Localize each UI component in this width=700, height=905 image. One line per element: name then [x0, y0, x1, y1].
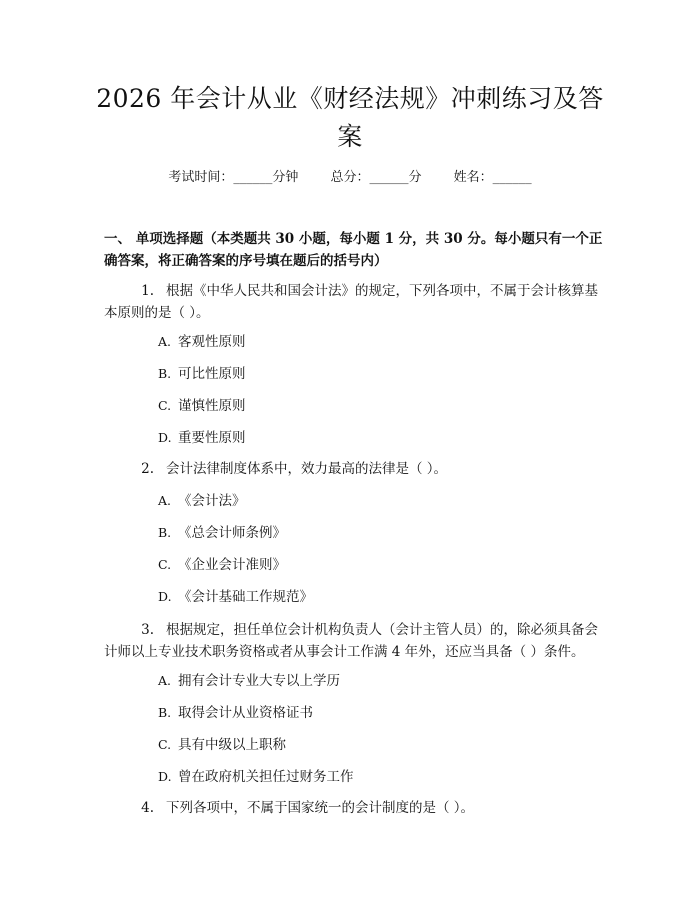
option-text: 拥有会计专业大专以上学历 — [178, 673, 340, 689]
option-letter: C. — [158, 557, 172, 572]
question-text: 下列各项中，不属于国家统一的会计制度的是（ ）。 — [166, 800, 475, 816]
question-1-option-c — [158, 396, 246, 416]
question-3-option-b — [158, 703, 313, 723]
option-text: 《总会计师条例》 — [178, 525, 286, 541]
question-3 — [104, 619, 604, 663]
question-3-option-d — [158, 767, 354, 787]
question-2-option-d — [158, 587, 313, 607]
option-letter: B. — [158, 525, 172, 540]
option-text: 取得会计从业资格证书 — [178, 705, 313, 721]
exam-meta-line — [0, 168, 700, 188]
option-letter: C. — [158, 737, 172, 752]
total-score-field: 总分：______分 — [330, 170, 422, 185]
option-text: 客观性原则 — [178, 334, 246, 350]
option-text: 《企业会计准则》 — [178, 557, 286, 573]
question-2-option-b — [158, 523, 286, 543]
question-number: 2. — [141, 461, 154, 477]
option-letter: D. — [158, 769, 172, 784]
section-heading: 一、 单项选择题（本类题共 30 小题，每小题 1 分，共 30 分。每小题只有一个正确答案，将正确答案的序号填在题后的括号内） — [104, 231, 603, 269]
question-1-option-b — [158, 364, 246, 384]
question-number: 3. — [141, 622, 154, 638]
option-text: 谨慎性原则 — [178, 398, 246, 414]
question-4 — [104, 797, 604, 819]
option-letter: A. — [158, 334, 172, 349]
question-3-option-a — [158, 671, 340, 691]
option-letter: C. — [158, 398, 172, 413]
option-letter: A. — [158, 493, 172, 508]
question-text: 会计法律制度体系中，效力最高的法律是（ ）。 — [166, 461, 448, 477]
option-letter: B. — [158, 366, 172, 381]
option-text: 可比性原则 — [178, 366, 246, 382]
question-2-option-a — [158, 491, 246, 511]
option-text: 具有中级以上职称 — [178, 737, 286, 753]
question-number: 4. — [141, 800, 154, 816]
option-text: 曾在政府机关担任过财务工作 — [178, 769, 354, 785]
option-text: 《会计基础工作规范》 — [178, 589, 313, 605]
question-1-option-d — [158, 428, 246, 448]
exam-time-field: 考试时间：______分钟 — [168, 170, 299, 185]
question-number: 1. — [141, 283, 154, 299]
question-1 — [104, 280, 604, 324]
option-text: 《会计法》 — [178, 493, 246, 509]
question-text: 根据《中华人民共和国会计法》的规定，下列各项中，不属于会计核算基本原则的是（ ）。 — [104, 283, 598, 321]
question-2-option-c — [158, 555, 286, 575]
option-letter: A. — [158, 673, 172, 688]
name-field: 姓名：______ — [453, 170, 532, 185]
option-letter: D. — [158, 589, 172, 604]
option-letter: B. — [158, 705, 172, 720]
question-text: 根据规定，担任单位会计机构负责人（会计主管人员）的，除必须具备会计师以上专业技术职务资格或者从事会计工作满 4 年外，还应当具备（ ）条件。 — [104, 622, 598, 660]
option-text: 重要性原则 — [178, 430, 246, 446]
option-letter: D. — [158, 430, 172, 445]
document-title: 2026 年会计从业《财经法规》冲刺练习及答案 — [96, 84, 604, 151]
question-2 — [104, 458, 604, 480]
question-3-option-c — [158, 735, 286, 755]
question-1-option-a — [158, 332, 246, 352]
